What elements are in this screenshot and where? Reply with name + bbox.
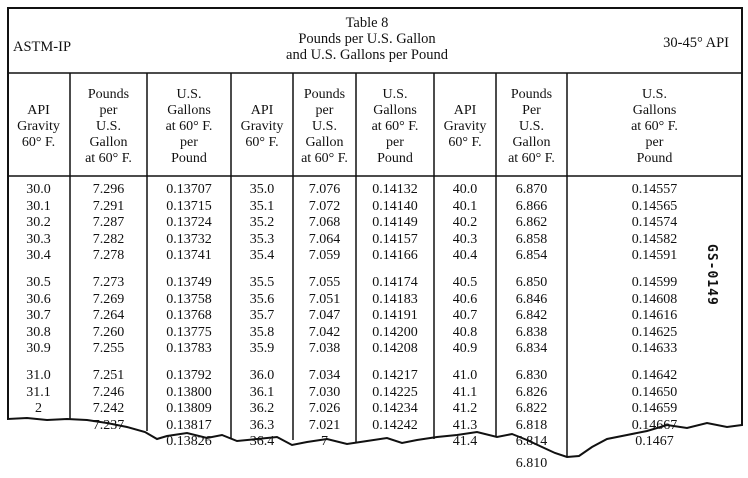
table-cell: 0.14557 xyxy=(631,182,678,197)
table-cell: 6.822 xyxy=(515,401,548,416)
table-cell: 35.9 xyxy=(249,341,275,356)
table-cell: 2 xyxy=(35,401,42,416)
table-cell: 0.14234 xyxy=(372,401,418,416)
table-cell: 6.810 xyxy=(515,456,548,471)
column-header-line: Gallon xyxy=(305,135,344,150)
column-header-line: U.S. xyxy=(176,87,202,102)
table-cell: 0.14608 xyxy=(631,291,678,307)
table-cell: 0.13826 xyxy=(166,434,212,449)
table-cell: 0.14565 xyxy=(631,198,678,214)
table-cell: 6.850 xyxy=(515,275,548,290)
column-header-line: per xyxy=(315,103,334,118)
column-header-line: U.S. xyxy=(382,87,408,102)
table-subtitle-1: Pounds per U.S. Gallon xyxy=(298,31,436,47)
table-cell: 0.13749 xyxy=(166,275,212,290)
table-cell: 7.246 xyxy=(92,384,125,400)
table-cell: 0.14166 xyxy=(372,248,418,263)
table-cell: 7.059 xyxy=(308,248,341,263)
table-cell: 41.3 xyxy=(452,417,478,433)
table-cell: 6.866 xyxy=(515,198,548,214)
table-cell: 0.14149 xyxy=(372,215,418,230)
column-header-4 xyxy=(231,77,293,177)
table-cell: 7.242 xyxy=(92,401,125,416)
table-cell: 40.3 xyxy=(452,231,478,247)
column-header-line: at 60° F. xyxy=(165,119,213,134)
table-page xyxy=(7,7,743,471)
table-cell: 36.4 xyxy=(249,434,275,449)
column-header-line: at 60° F. xyxy=(85,151,132,166)
table-cell: 0.13783 xyxy=(166,341,212,356)
table-cell: 0.14650 xyxy=(631,384,678,400)
table-cell: 0.1467 xyxy=(635,434,674,449)
table-cell: 30.4 xyxy=(26,248,51,263)
table-cell: 0.14625 xyxy=(631,324,678,340)
table-cell: 6.830 xyxy=(515,368,548,383)
column-header-line: Pound xyxy=(377,151,413,166)
column-header-line: at 60° F. xyxy=(508,151,555,166)
table-cell: 7.055 xyxy=(308,275,341,290)
table-cell: 0.14132 xyxy=(372,182,418,197)
table-cell: 7.264 xyxy=(92,308,125,323)
table-cell: 7.237 xyxy=(92,417,125,433)
table-cell: 7.030 xyxy=(308,384,341,400)
table-cell: 0.14157 xyxy=(372,231,418,247)
table-cell: 7.021 xyxy=(308,417,341,433)
column-header-line: U.S. xyxy=(312,119,337,134)
table-cell: 0.14616 xyxy=(631,308,678,323)
column-header-5 xyxy=(293,77,356,177)
table-cell: 6.818 xyxy=(515,417,548,433)
table-cell: 7.064 xyxy=(308,231,341,247)
standard-label: ASTM-IP xyxy=(13,39,72,55)
column-header-line: 60° F. xyxy=(21,135,56,150)
column-header-line: per xyxy=(386,135,404,150)
column-header-line: 60° F. xyxy=(245,135,279,150)
table-cell: 7.047 xyxy=(308,308,341,323)
table-cell: 6.838 xyxy=(515,324,548,340)
table-cell: 0.14242 xyxy=(372,417,418,433)
column-header-line: 60° F. xyxy=(448,135,482,150)
table-cell: 6.826 xyxy=(515,384,548,400)
table-cell: 0.13715 xyxy=(166,198,212,214)
table-cell: 30.0 xyxy=(26,182,51,197)
table-cell: 7.269 xyxy=(92,291,125,307)
table-cell: 30.3 xyxy=(26,231,51,247)
column-header-line: Gallon xyxy=(512,135,551,150)
table-cell: 40.8 xyxy=(452,324,478,340)
table-cell: 0.14217 xyxy=(372,368,418,383)
column-header-line: Pounds xyxy=(303,87,346,102)
table-cell: 6.858 xyxy=(515,231,548,247)
table-header xyxy=(7,7,743,75)
table-cell: 0.13817 xyxy=(166,417,212,433)
table-cell: 35.6 xyxy=(249,291,275,307)
table-cell: 0.14183 xyxy=(372,291,418,307)
column-header-line: Gallons xyxy=(373,103,417,118)
table-cell: 7.255 xyxy=(92,341,125,356)
table-cell: 7.026 xyxy=(308,401,341,416)
table-cell: 35.0 xyxy=(249,182,275,197)
table-cell: 41.0 xyxy=(452,368,478,383)
column-header-line: at 60° F. xyxy=(301,151,348,166)
table-cell: 40.9 xyxy=(452,341,478,356)
column-header-line: Pound xyxy=(171,151,207,166)
column-header-line: Gallon xyxy=(89,135,128,150)
table-title: Table 8 xyxy=(345,15,389,31)
table-cell: 30.8 xyxy=(26,324,51,340)
table-cell: 36.2 xyxy=(249,401,275,416)
table-cell: 6.846 xyxy=(515,291,548,307)
table-cell: 0.13741 xyxy=(166,248,212,263)
column-header-line: Gravity xyxy=(17,119,60,134)
table-cell: 36.0 xyxy=(249,368,275,383)
column-header-line: Gallons xyxy=(167,103,211,118)
table-cell: 40.4 xyxy=(452,248,478,263)
table-cell: 7.034 xyxy=(308,368,341,383)
column-header-line: API xyxy=(27,103,50,118)
table-cell: 6.854 xyxy=(515,248,548,263)
table-cell: 6.834 xyxy=(515,341,548,356)
table-cell: 0.14140 xyxy=(372,198,418,214)
table-cell: 40.2 xyxy=(452,215,478,230)
table-cell: 7.251 xyxy=(92,368,125,383)
table-cell: 36.3 xyxy=(249,417,275,433)
table-cell: 7.260 xyxy=(92,324,125,340)
table-cell: 0.13707 xyxy=(166,182,212,197)
table-cell: 0.14591 xyxy=(631,248,678,263)
table-cell: 35.3 xyxy=(249,231,275,247)
table-cell: 7.042 xyxy=(308,324,341,340)
table-cell: 0.14225 xyxy=(372,384,418,400)
table-cell: 7.278 xyxy=(92,248,125,263)
table-cell: 41.1 xyxy=(452,384,478,400)
table-cell: 0.14582 xyxy=(631,231,678,247)
table-cell: 36.1 xyxy=(249,384,275,400)
api-range-label: 30-45° API xyxy=(663,35,729,51)
table-cell: 0.14208 xyxy=(372,341,418,356)
column-header-7 xyxy=(434,77,496,177)
column-header-line: per xyxy=(180,135,198,150)
column-header-line: U.S. xyxy=(96,119,121,134)
table-cell: 0.14642 xyxy=(631,368,678,383)
table-cell: 30.5 xyxy=(26,275,51,290)
table-cell: 40.0 xyxy=(452,182,478,197)
column-header-line: U.S. xyxy=(642,87,667,102)
column-header-2 xyxy=(70,77,147,177)
table-cell: 40.5 xyxy=(452,275,478,290)
table-cell: 35.5 xyxy=(249,275,275,290)
table-cell: 0.14200 xyxy=(372,324,418,340)
table-cell: 7.291 xyxy=(92,198,125,214)
table-cell: 0.14174 xyxy=(372,275,418,290)
table-cell: 41.4 xyxy=(452,434,478,449)
table-cell: 0.13732 xyxy=(166,231,212,247)
column-header-6 xyxy=(356,77,434,177)
table-cell: 0.13775 xyxy=(166,324,212,340)
table-cell: 35.4 xyxy=(249,248,275,263)
table-cell: 0.13758 xyxy=(166,291,212,307)
table-cell: 35.8 xyxy=(249,324,275,340)
column-header-line: Pound xyxy=(636,151,673,166)
table-cell: 31.1 xyxy=(26,384,51,400)
column-header-8 xyxy=(496,77,567,177)
table-cell: 30.7 xyxy=(26,308,51,323)
table-cell: 7.282 xyxy=(92,231,125,247)
column-header-9 xyxy=(567,77,742,177)
table-cell: 7.072 xyxy=(308,198,341,214)
table-cell: 40.1 xyxy=(452,198,478,214)
table-cell: 0.14599 xyxy=(631,275,678,290)
table-cell: 7.273 xyxy=(92,275,125,290)
table-cell: 7 xyxy=(321,434,328,449)
column-header-line: U.S. xyxy=(519,119,544,134)
table-cell: 40.6 xyxy=(452,291,478,307)
table-subtitle-2: and U.S. Gallons per Pound xyxy=(286,47,448,63)
table-cell: 7.076 xyxy=(308,182,341,197)
table-cell: 7.038 xyxy=(308,341,341,356)
table-cell: 0.13800 xyxy=(166,384,212,400)
table-cell: 6.870 xyxy=(515,182,548,197)
table-cell: 7.296 xyxy=(92,182,125,197)
column-header-line: Pounds xyxy=(87,87,130,102)
column-header-line: per xyxy=(645,135,664,150)
table-cell: 35.2 xyxy=(249,215,275,230)
column-header-line: API xyxy=(453,103,477,118)
table-cell: 0.14633 xyxy=(631,341,678,356)
table-cell: 6.814 xyxy=(515,434,548,449)
column-header-line: Gravity xyxy=(443,119,487,134)
table-cell: 35.1 xyxy=(249,198,275,214)
column-header-line: Gravity xyxy=(240,119,284,134)
table-cell: 30.1 xyxy=(26,198,51,214)
table-cell: 35.7 xyxy=(249,308,275,323)
table-cell: 0.14667 xyxy=(631,417,678,433)
table-cell: 0.14659 xyxy=(631,401,678,416)
table-cell: 31.0 xyxy=(26,368,51,383)
column-header-3 xyxy=(147,77,231,177)
table-cell: 7.287 xyxy=(92,215,125,230)
table-cell: 30.2 xyxy=(26,215,51,230)
table-cell: 0.13792 xyxy=(166,368,212,383)
column-header-1 xyxy=(7,77,70,177)
column-header-line: at 60° F. xyxy=(371,119,419,134)
table-cell: 6.842 xyxy=(515,308,548,323)
table-cell: 0.13768 xyxy=(166,308,212,323)
table-cell: 0.13809 xyxy=(166,401,212,416)
document-code: GS-0149 xyxy=(704,244,719,306)
table-cell: 7.068 xyxy=(308,215,341,230)
table-cell: 6.862 xyxy=(515,215,548,230)
column-header-line: per xyxy=(99,103,118,118)
table-cell: 30.9 xyxy=(26,341,51,356)
column-header-line: Gallons xyxy=(632,103,677,118)
column-header-line: Per xyxy=(522,103,541,118)
table-cell: 0.13724 xyxy=(166,215,212,230)
table-cell: 7.051 xyxy=(308,291,341,307)
table-cell: 0.14191 xyxy=(372,308,418,323)
column-header-line: Pounds xyxy=(510,87,553,102)
column-header-line: API xyxy=(250,103,274,118)
table-cell: 0.14574 xyxy=(631,215,678,230)
table-cell: 40.7 xyxy=(452,308,478,323)
table-cell: 41.2 xyxy=(452,401,478,416)
column-header-line: at 60° F. xyxy=(631,119,678,134)
table-cell: 30.6 xyxy=(26,291,51,307)
